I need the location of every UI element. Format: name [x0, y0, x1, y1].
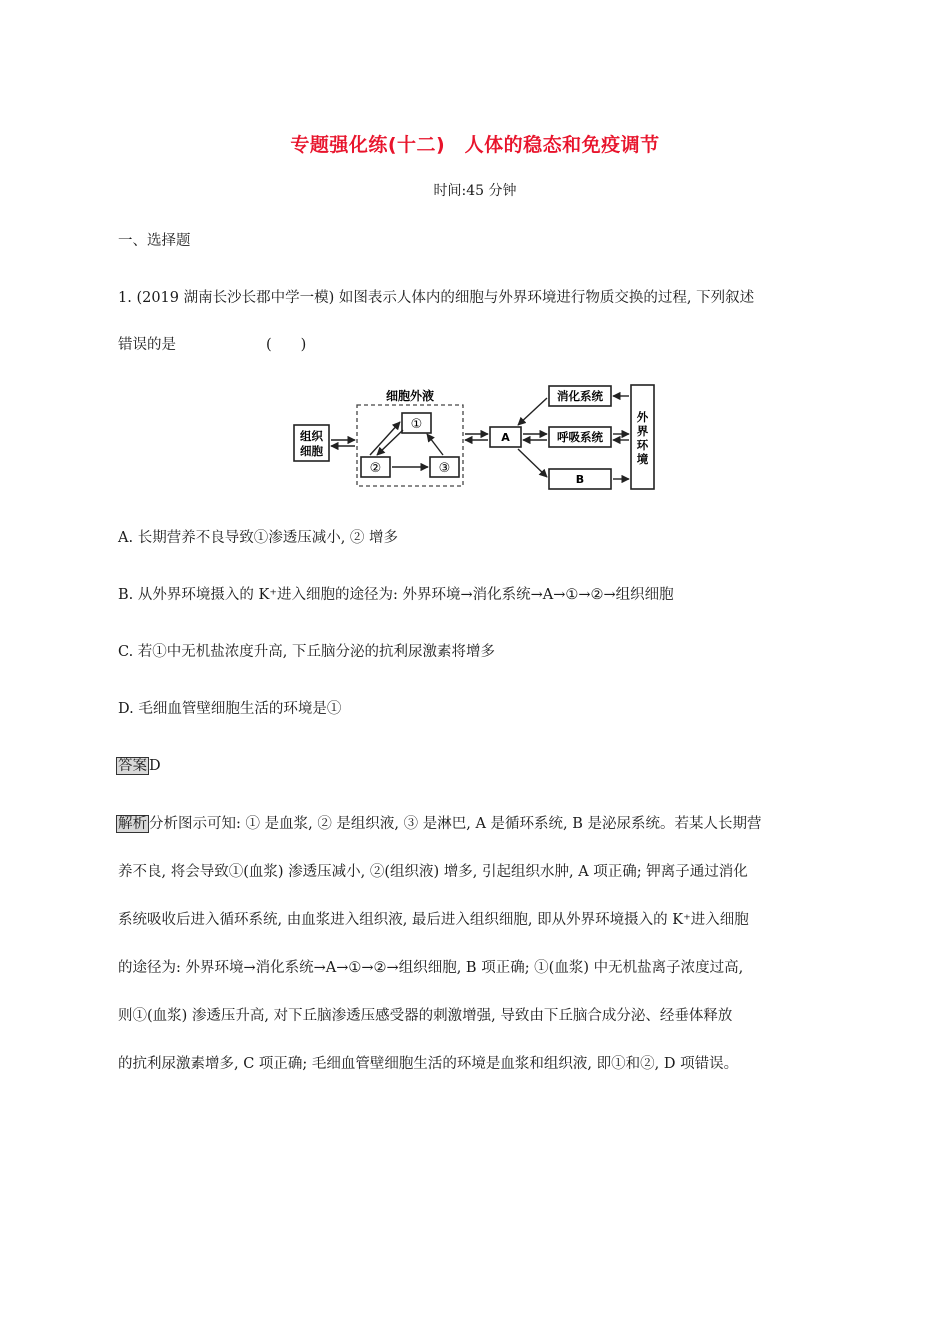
analysis-line-6: 的抗利尿激素增多, C 项正确; 毛细血管壁细胞生活的环境是血浆和组织液, 即①和②, D 项错误。	[118, 1056, 739, 1072]
question-stem-line2: 错误的是	[118, 337, 176, 353]
option-b: B. 从外界环境摄入的 K⁺进入细胞的途径为: 外界环境→消化系统→A→①→②→组织细胞	[118, 587, 674, 603]
arrow-a-to-b	[518, 449, 547, 477]
analysis-line-1: 分析图示可知: ① 是血浆, ② 是组织液, ③ 是淋巴, A 是循环系统, B 是泌尿系统。若某人长期营	[149, 816, 762, 832]
answer-label: 答案	[118, 758, 147, 774]
analysis-line-3: 系统吸收后进入循环系统, 由血浆进入组织液, 最后进入组织细胞, 即从外界环境摄入的 K⁺进入细胞	[118, 912, 749, 928]
tissue-cell-label-1: 组织	[300, 429, 323, 443]
node-b-label: B	[575, 473, 585, 486]
analysis-line-5: 则①(血浆) 渗透压升高, 对下丘脑渗透压感受器的刺激增强, 导致由下丘脑合成分泌、经垂体释放	[118, 1008, 733, 1024]
analysis-line-4: 的途径为: 外界环境→消化系统→A→①→②→组织细胞, B 项正确; ①(血浆) 中无机盐离子浓度过高,	[118, 960, 744, 976]
analysis-line-2: 养不良, 将会导致①(血浆) 渗透压减小, ②(组织液) 增多, 引起组织水肿, A 项正确; 钾离子通过消化	[118, 864, 748, 880]
arrow-2-to-1	[370, 422, 400, 455]
page-title: 专题强化练(十二) 人体的稳态和免疫调节	[290, 134, 660, 156]
answer-value: D	[149, 758, 161, 774]
environment-label-1: 外	[636, 410, 649, 424]
option-c: C. 若①中无机盐浓度升高, 下丘脑分泌的抗利尿激素将增多	[118, 644, 496, 660]
node-2-label: ②	[369, 461, 382, 476]
respiratory-system-label: 呼吸系统	[557, 430, 603, 444]
time-limit: 时间:45 分钟	[433, 183, 517, 199]
node-1-label: ①	[410, 417, 423, 432]
digestive-system-label: 消化系统	[557, 389, 603, 403]
arrow-3-to-1	[427, 434, 443, 455]
answer-row	[116, 754, 161, 775]
environment-label-2: 界	[636, 424, 649, 438]
option-d: D. 毛细血管壁细胞生活的环境是①	[118, 701, 342, 717]
environment-label-4: 境	[636, 452, 649, 466]
question-stem-line1: 1. (2019 湖南长沙长郡中学一模) 如图表示人体内的细胞与外界环境进行物质交换的过程, 下列叙述	[118, 290, 755, 306]
node-a-label: A	[501, 431, 510, 444]
node-3-label: ③	[438, 461, 451, 476]
option-a: A. 长期营养不良导致①渗透压减小, ② 增多	[118, 530, 399, 546]
analysis-line-1-row	[116, 812, 762, 833]
answer-parentheses: ( )	[266, 337, 307, 353]
analysis-label: 解析	[118, 816, 147, 832]
arrow-digestive-to-a	[518, 398, 547, 425]
environment-label-3: 环	[636, 438, 649, 452]
extracellular-fluid-label: 细胞外液	[385, 389, 435, 403]
section-heading: 一、选择题	[118, 233, 191, 249]
tissue-cell-label-2: 细胞	[300, 444, 323, 458]
